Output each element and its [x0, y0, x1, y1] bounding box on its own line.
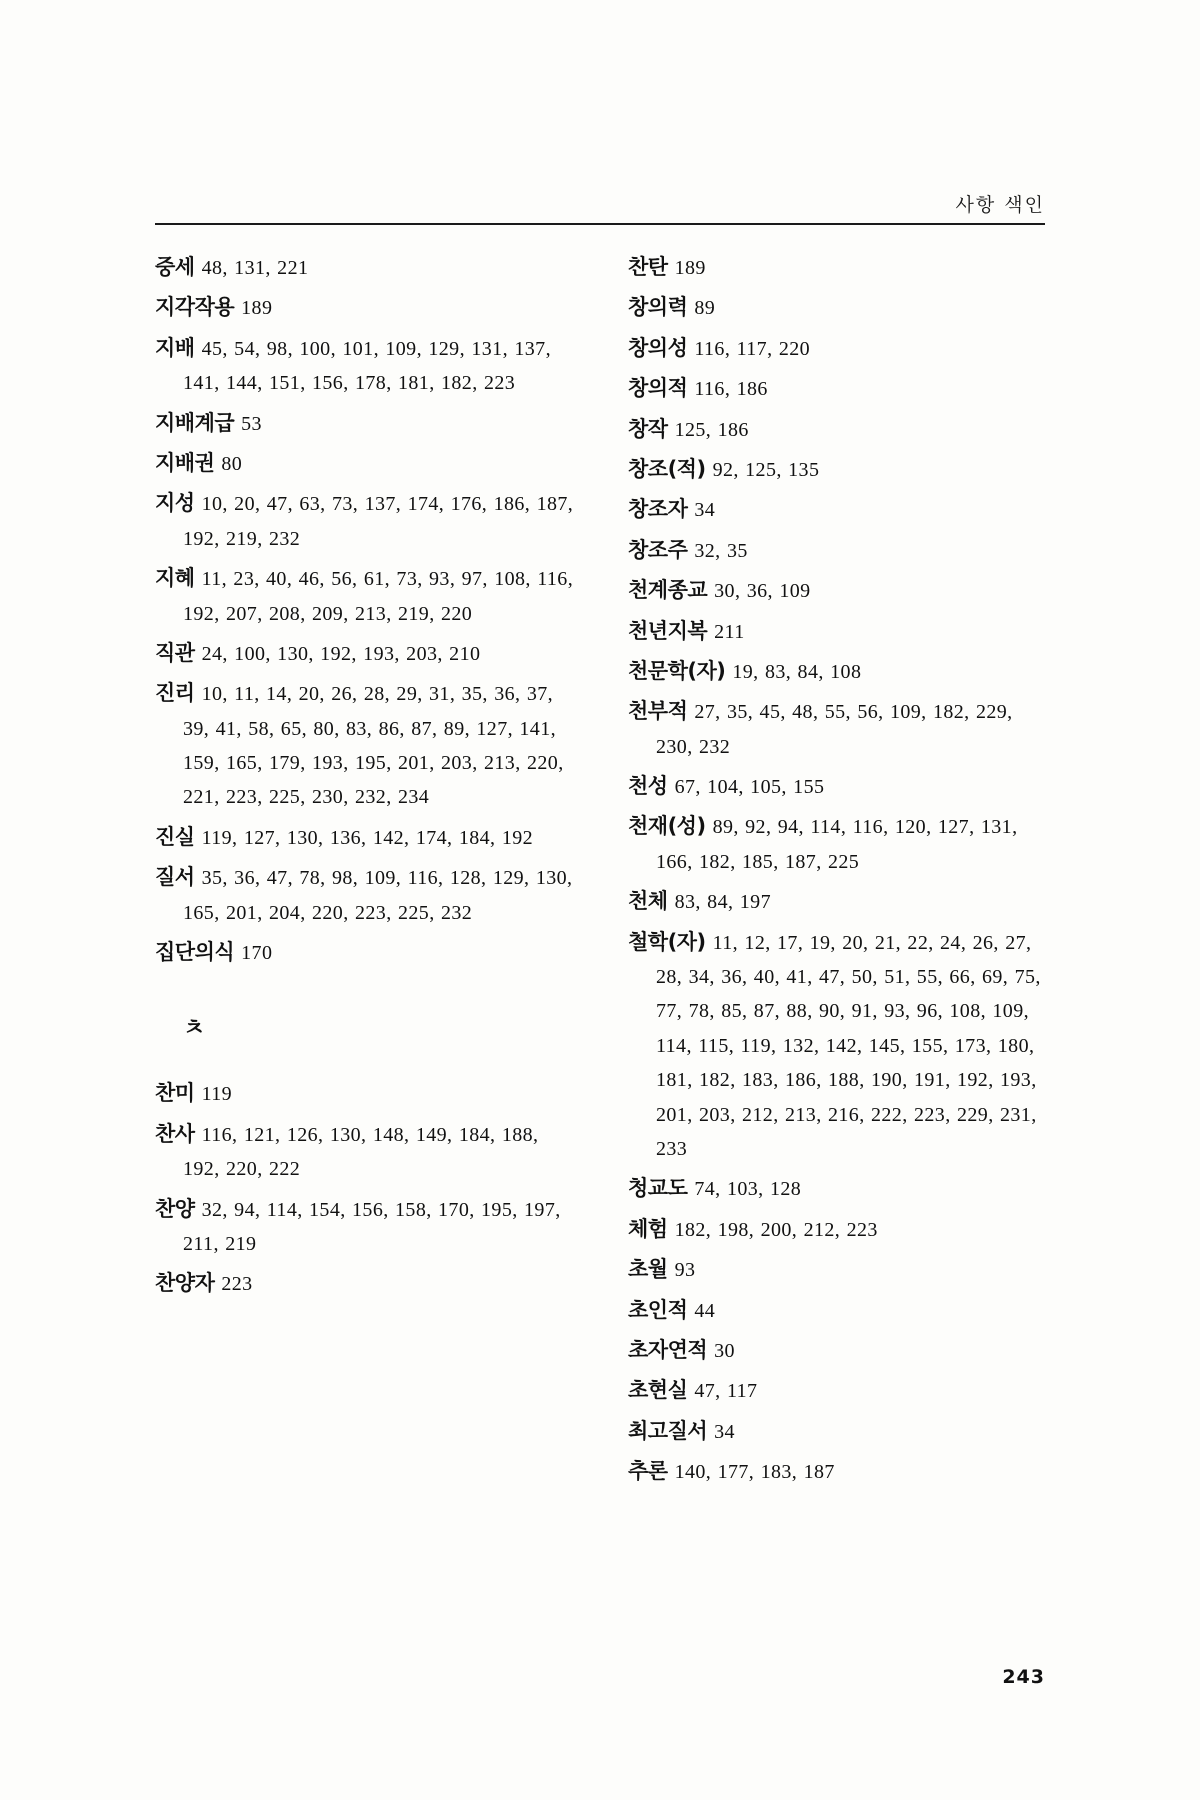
index-entry-pages: 30 — [714, 1339, 735, 1362]
index-entry-term: 지각작용 — [155, 295, 235, 320]
index-entry-pages: 47, 117 — [694, 1380, 758, 1403]
index-entry — [155, 406, 580, 440]
index-entry-pages: 125, 186 — [674, 418, 749, 441]
index-entry — [628, 290, 1053, 324]
index-entry-term: 직관 — [155, 640, 195, 665]
index-entry-term: 천부적 — [628, 699, 688, 724]
index-entry-term: 천문학(자) — [628, 658, 726, 683]
index-entry — [628, 694, 1053, 763]
index-entry-pages: 89, 92, 94, 114, 116, 120, 127, 131, 166, 182, 185, 187, 225 — [656, 816, 1018, 873]
left-column — [155, 250, 580, 1495]
index-entry-term: 천성 — [628, 774, 668, 799]
index-entry-term: 중세 — [155, 255, 195, 279]
index-entry — [628, 925, 1053, 1166]
index-entry-pages: 170 — [241, 942, 273, 965]
index-entry — [628, 1373, 1053, 1407]
index-entry — [628, 1212, 1053, 1246]
left-entry-list-after-letter — [155, 1076, 580, 1300]
index-entry-pages: 10, 11, 14, 20, 26, 28, 29, 31, 35, 36, 37, 39, 41, 58, 65, 80, 83, 86, 87, 89, 127, 141, 159, 165, 179, 193, 195, 201, 203, 213, 220, 221, 223, 225, 230, 232, 234 — [183, 683, 564, 809]
index-entry — [628, 412, 1053, 446]
index-entry — [155, 1076, 580, 1110]
right-column — [628, 250, 1053, 1495]
index-entry-pages: 11, 12, 17, 19, 20, 21, 22, 24, 26, 27, 28, 34, 36, 40, 41, 47, 50, 51, 55, 66, 69, 75, 77, 78, 85, 87, 88, 90, 91, 93, 96, 108, 109, 114, 115, 119, 132, 142, 145, 155, 173, 180, 181, 182, 183, 186, 188, 190, 191, 192, 193, 201, 203, 212, 213, 216, 222, 223, 229, 231, 233 — [656, 931, 1041, 1160]
index-entry-pages: 211 — [714, 620, 745, 643]
index-entry — [628, 654, 1053, 688]
index-entry — [628, 1293, 1053, 1327]
index-entry-term: 초현실 — [628, 1378, 688, 1403]
index-entry-term: 찬사 — [155, 1121, 195, 1146]
index-entry-term: 찬미 — [155, 1081, 195, 1106]
index-entry-pages: 223 — [221, 1273, 253, 1296]
index-entry — [628, 573, 1053, 607]
index-entry-term: 초자연적 — [628, 1337, 708, 1362]
index-entry-term: 체험 — [628, 1216, 668, 1241]
index-entry-pages: 10, 20, 47, 63, 73, 137, 174, 176, 186, 187, 192, 219, 232 — [183, 493, 574, 550]
index-entry-term: 초월 — [628, 1257, 668, 1282]
page-header — [155, 190, 1045, 225]
index-entry-term: 지혜 — [155, 566, 195, 591]
index-entry — [628, 452, 1053, 486]
index-entry-pages: 44 — [694, 1299, 716, 1322]
index-entry-pages: 182, 198, 200, 212, 223 — [674, 1218, 878, 1241]
index-entry-pages: 93 — [674, 1259, 696, 1282]
index-entry-pages: 32, 35 — [694, 539, 748, 562]
index-entry-pages: 45, 54, 98, 100, 101, 109, 129, 131, 137, 141, 144, 151, 156, 178, 181, 182, 223 — [183, 337, 551, 395]
index-entry — [155, 486, 580, 555]
index-entry — [628, 769, 1053, 803]
index-entry — [628, 614, 1053, 648]
index-entry-pages: 34 — [694, 499, 716, 522]
index-entry-term: 초인적 — [628, 1297, 688, 1322]
index-entry — [628, 371, 1053, 405]
index-entry-term: 천재(성) — [628, 814, 706, 839]
index-entry-term: 창조(적) — [628, 456, 706, 481]
index-entry-pages: 34 — [714, 1420, 735, 1443]
page-number: 243 — [1002, 1666, 1045, 1688]
index-entry-term: 창의성 — [628, 335, 688, 360]
index-entry-pages: 119, 127, 130, 136, 142, 174, 184, 192 — [201, 826, 534, 849]
index-entry-pages: 92, 125, 135 — [712, 458, 820, 481]
section-letter-heading: ㅊ — [183, 1015, 206, 1042]
index-entry-pages: 24, 100, 130, 192, 193, 203, 210 — [201, 642, 481, 665]
index-entry-pages: 116, 121, 126, 130, 148, 149, 184, 188, 192, 220, 222 — [183, 1123, 539, 1181]
index-entry-term: 진리 — [155, 681, 195, 706]
running-head-title: 사항 색인 — [955, 194, 1045, 216]
index-entry — [628, 809, 1053, 878]
index-entry — [155, 1117, 580, 1186]
index-entry — [155, 250, 580, 284]
index-entry-pages: 189 — [674, 257, 706, 279]
index-entry-term: 질서 — [155, 865, 195, 890]
index-entry-pages: 11, 23, 40, 46, 56, 61, 73, 93, 97, 108, 116, 192, 207, 208, 209, 213, 219, 220 — [183, 568, 574, 625]
index-entry-pages: 140, 177, 183, 187 — [674, 1461, 835, 1484]
index-entry-pages: 30, 36, 109 — [714, 580, 811, 603]
index-entry-pages: 74, 103, 128 — [694, 1178, 802, 1201]
index-entry — [628, 1171, 1053, 1205]
index-entry — [155, 1192, 580, 1261]
index-entry-pages: 32, 94, 114, 154, 156, 158, 170, 195, 197, 211, 219 — [183, 1198, 561, 1255]
index-entry — [628, 492, 1053, 526]
index-entry — [155, 820, 580, 854]
index-entry — [628, 1333, 1053, 1367]
index-entry-pages: 80 — [221, 452, 243, 475]
index-entry-pages: 83, 84, 197 — [674, 891, 771, 914]
index-entry-term: 찬양자 — [155, 1271, 215, 1296]
index-entry-term: 청교도 — [628, 1176, 688, 1201]
index-entry — [628, 884, 1053, 918]
index-entry-term: 창조자 — [628, 497, 688, 522]
index-entry-term: 천체 — [628, 889, 668, 914]
index-entry-term: 최고질서 — [628, 1418, 708, 1443]
index-entry-pages: 189 — [241, 297, 273, 320]
index-entry — [628, 533, 1053, 567]
index-entry-term: 창의력 — [628, 295, 688, 320]
index-entry-term: 지배 — [155, 335, 195, 360]
index-entry-term: 지성 — [155, 491, 195, 516]
index-entry-pages: 89 — [694, 297, 716, 320]
index-entry — [628, 331, 1053, 365]
index-entry — [155, 331, 580, 400]
index-entry-term: 철학(자) — [628, 929, 706, 954]
index-entry-term: 지배계급 — [155, 410, 235, 435]
index-entry-pages: 53 — [241, 412, 262, 435]
index-entry — [628, 1414, 1053, 1448]
index-entry-pages: 116, 117, 220 — [694, 337, 811, 360]
index-entry — [155, 446, 580, 480]
index-entry-term: 천계종교 — [628, 578, 708, 603]
index-entry-pages: 35, 36, 47, 78, 98, 109, 116, 128, 129, 130, 165, 201, 204, 220, 223, 225, 232 — [183, 867, 573, 924]
index-entry — [155, 636, 580, 670]
index-entry-term: 추론 — [628, 1459, 668, 1484]
index-entry-pages: 67, 104, 105, 155 — [674, 776, 825, 799]
index-entry-term: 창조주 — [628, 537, 688, 562]
index-entry — [155, 1266, 580, 1300]
index-entry — [155, 290, 580, 324]
index-entry-pages: 48, 131, 221 — [201, 257, 309, 279]
right-entry-list — [628, 250, 1053, 1489]
index-entry-term: 천년지복 — [628, 618, 708, 643]
index-entry — [628, 1454, 1053, 1488]
index-entry — [155, 935, 580, 969]
index-entry-term: 찬양 — [155, 1196, 195, 1221]
index-entry-term: 창의적 — [628, 376, 688, 401]
index-entry-term: 창작 — [628, 416, 668, 441]
index-entry-pages: 27, 35, 45, 48, 55, 56, 109, 182, 229, 230, 232 — [656, 701, 1013, 758]
index-entry-term: 진실 — [155, 824, 195, 849]
index-entry — [155, 561, 580, 630]
index-entry-term: 찬탄 — [628, 255, 668, 279]
index-entry-pages: 19, 83, 84, 108 — [732, 660, 862, 683]
index-entry — [155, 676, 580, 814]
index-entry-pages: 116, 186 — [694, 378, 768, 401]
index-entry-pages: 119 — [201, 1083, 233, 1106]
index-entry — [155, 860, 580, 929]
index-entry-term: 집단의식 — [155, 940, 235, 965]
index-entry-term: 지배권 — [155, 450, 215, 475]
index-entry — [628, 1252, 1053, 1286]
index-columns — [155, 250, 1055, 1495]
left-entry-list — [155, 250, 580, 969]
index-entry — [628, 250, 1053, 284]
